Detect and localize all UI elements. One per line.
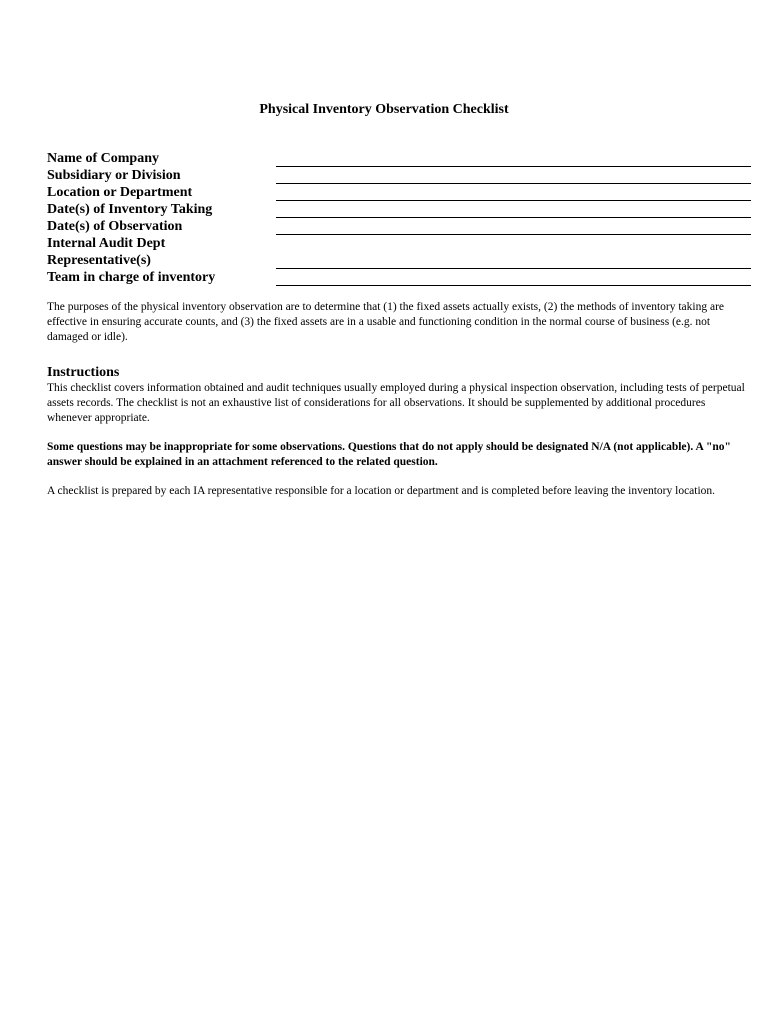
field-label: Subsidiary or Division xyxy=(47,168,181,183)
team-field[interactable] xyxy=(276,285,751,286)
field-row-observation-date xyxy=(47,218,751,235)
field-label: Date(s) of Inventory Taking xyxy=(47,202,213,217)
purpose-paragraph: The purposes of the physical inventory observation are to determine that (1) the fixed assets actually exists, (2) the methods of inventory taking are effective in ensuring accurate counts, and (3) the fixed assets are in a usable and functioning condition in the normal course of business (e.g. not damaged or idle). xyxy=(47,301,725,343)
field-row-inventory-date xyxy=(47,201,751,218)
field-label: Date(s) of Observation xyxy=(47,219,183,234)
field-label: Name of Company xyxy=(47,151,159,166)
field-row-subsidiary xyxy=(47,167,751,184)
field-row-name-of-company xyxy=(47,150,751,167)
field-row-audit-dept xyxy=(47,235,751,252)
field-label: Location or Department xyxy=(47,185,193,200)
field-row-representatives xyxy=(47,252,751,269)
header-fields xyxy=(47,150,751,286)
closing-paragraph: A checklist is prepared by each IA representative responsible for a location or department and is completed before leaving the inventory location. xyxy=(47,485,716,497)
warning-paragraph: Some questions may be inappropriate for some observations. Questions that do not apply should be designated N/A (not applicable). A "no" answer should be explained in an attachment referenced to the related question. xyxy=(47,441,731,468)
field-label: Team in charge of inventory xyxy=(47,270,216,285)
field-label: Internal Audit Dept xyxy=(47,236,166,251)
page-title: Physical Inventory Observation Checklist xyxy=(259,102,509,117)
field-label: Representative(s) xyxy=(47,253,151,268)
field-row-location xyxy=(47,184,751,201)
instructions-heading: Instructions xyxy=(47,365,120,380)
instructions-paragraph: This checklist covers information obtained and audit techniques usually employed during a physical inspection observation, including tests of perpetual assets records. The checklist is not an exhaustive list of considerations for all observations. It should be supplemented by additional procedures whenever appropriate. xyxy=(47,382,745,424)
field-row-team xyxy=(47,269,751,286)
